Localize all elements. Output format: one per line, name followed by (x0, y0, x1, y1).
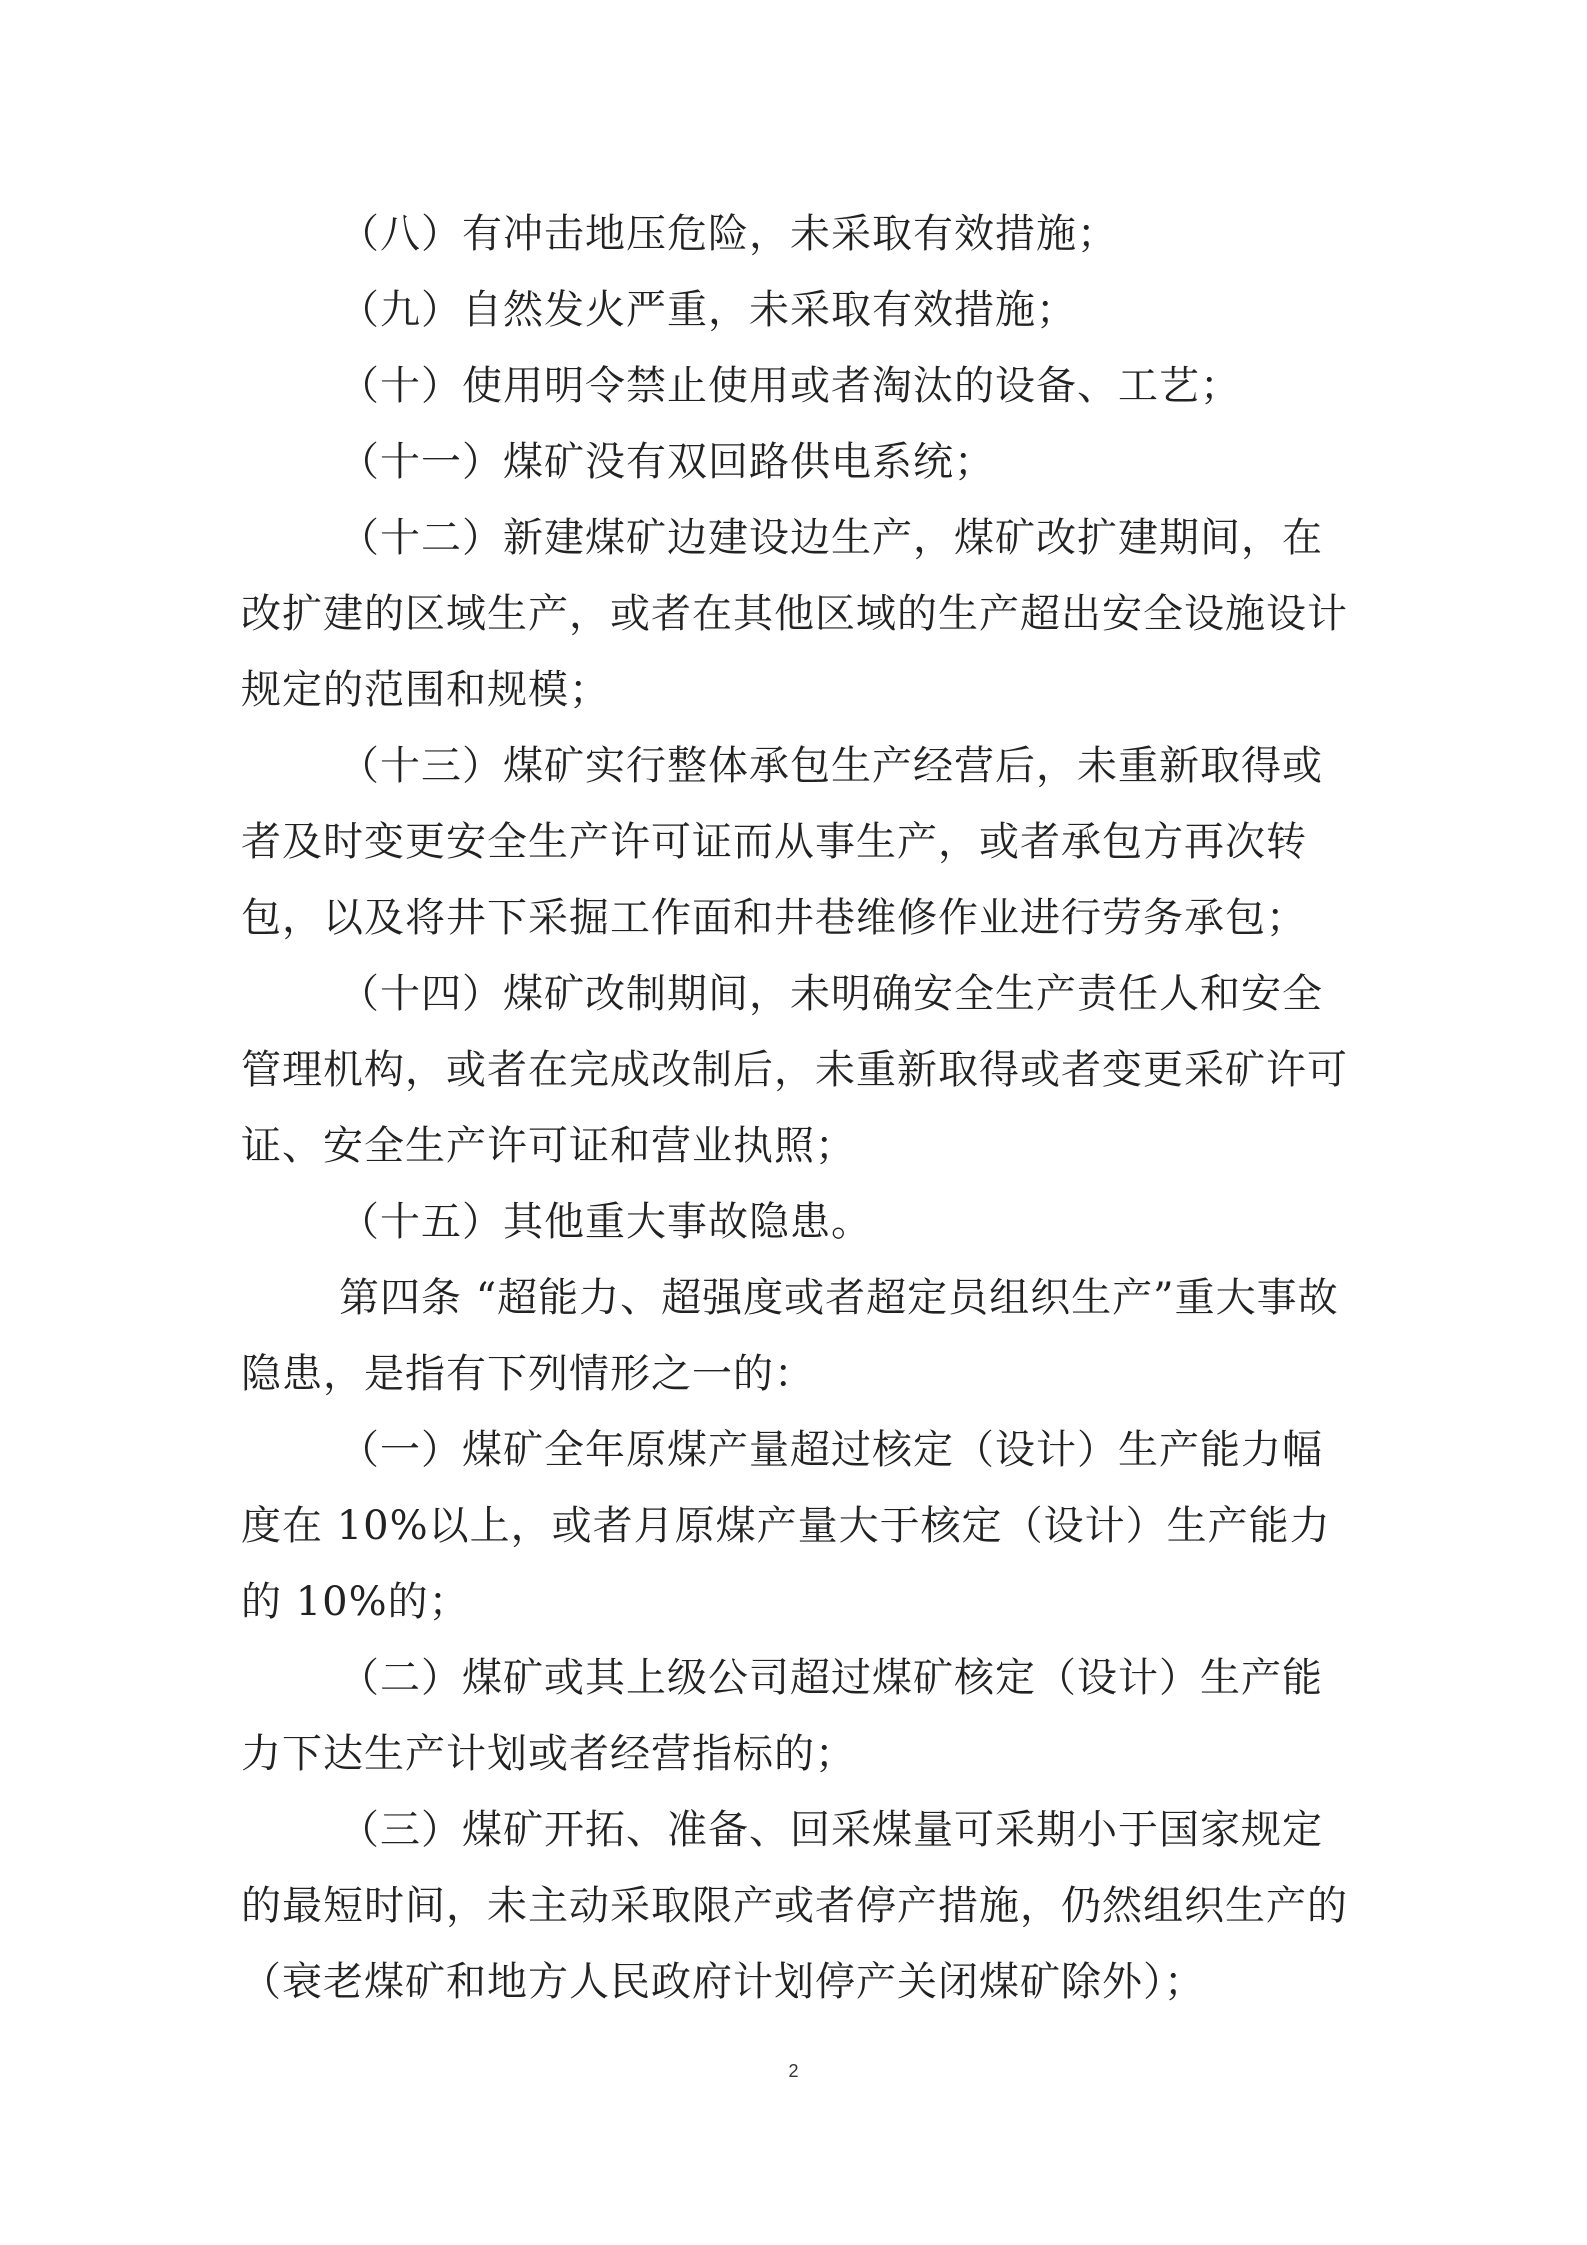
paragraph: （十一）煤矿没有双回路供电系统； (339, 439, 995, 485)
paragraph: （十三）煤矿实行整体承包生产经营后，未重新取得或者及时变更安全生产许可证而从事生产，或者承包方再次转包，以及将井下采掘工作面和井巷维修作业进行劳务承包； (241, 743, 1323, 941)
document-body (241, 196, 1357, 2020)
paragraph: （十五）其他重大事故隐患。 (339, 1199, 872, 1245)
paragraph: （二）煤矿或其上级公司超过煤矿核定（设计）生产能力下达生产计划或者经营指标的； (241, 1655, 1323, 1777)
page-number: 2 (788, 2061, 799, 2081)
paragraph: （九）自然发火严重，未采取有效措施； (339, 287, 1077, 333)
paragraph: （一）煤矿全年原煤产量超过核定（设计）生产能力幅度在 10%以上，或者月原煤产量大于核定（设计）生产能力的 10%的； (241, 1427, 1331, 1625)
paragraph: （三）煤矿开拓、准备、回采煤量可采期小于国家规定的最短时间，未主动采取限产或者停产措施，仍然组织生产的（衰老煤矿和地方人民政府计划停产关闭煤矿除外）； (241, 1807, 1348, 2005)
paragraph: （十二）新建煤矿边建设边生产，煤矿改扩建期间，在改扩建的区域生产，或者在其他区域的生产超出安全设施设计规定的范围和规模； (241, 515, 1348, 713)
paragraph: （八）有冲击地压危险，未采取有效措施； (339, 211, 1118, 257)
article-heading-paragraph: 第四条 “超能力、超强度或者超定员组织生产”重大事故隐患，是指有下列情形之一的： (241, 1275, 1339, 1397)
paragraph: （十四）煤矿改制期间，未明确安全生产责任人和安全管理机构，或者在完成改制后，未重新取得或者变更采矿许可证、安全生产许可证和营业执照； (241, 971, 1348, 1169)
paragraph: （十）使用明令禁止使用或者淘汰的设备、工艺； (339, 363, 1241, 409)
